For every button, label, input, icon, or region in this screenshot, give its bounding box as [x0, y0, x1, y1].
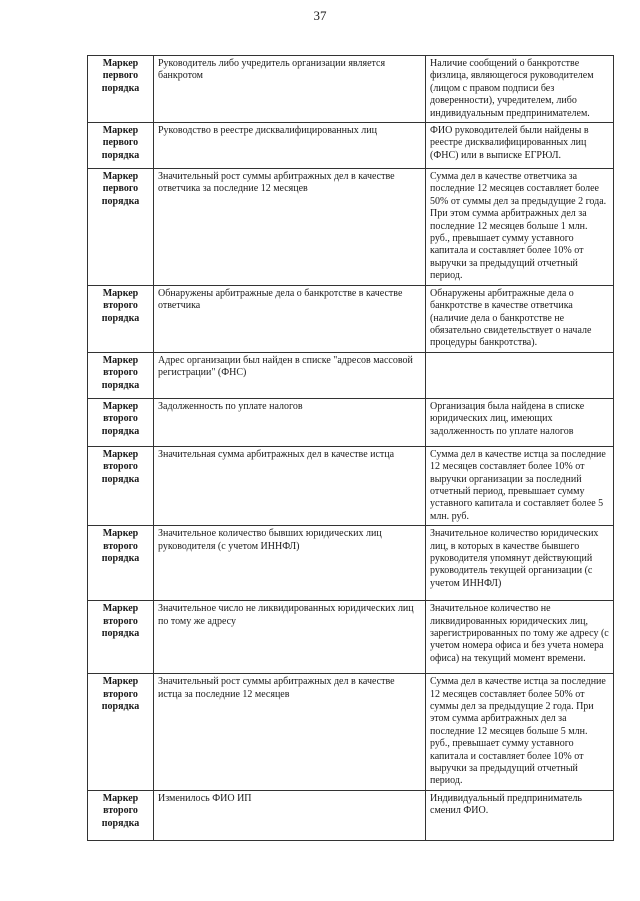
marker-category-line: порядка: [101, 817, 140, 829]
marker-description-cell: Организация была найдена в списке юридических лиц, имеющих задолженность по уплате налогов: [426, 398, 614, 446]
table-row: [88, 123, 614, 169]
marker-category-line: Маркер: [102, 400, 139, 412]
table-row: [88, 352, 614, 398]
marker-category-line: первого: [102, 137, 139, 149]
marker-category-line: второго: [103, 413, 138, 425]
table-row: [88, 790, 614, 840]
table-row: [88, 285, 614, 352]
table-row: [88, 446, 614, 525]
marker-category-line: порядка: [101, 627, 140, 639]
marker-description-cell: [426, 352, 614, 398]
marker-indicator-cell: Значительный рост суммы арбитражных дел в качестве ответчика за последние 12 месяцев: [154, 169, 426, 286]
table-row: [88, 398, 614, 446]
marker-category-cell: [88, 169, 154, 286]
marker-category-line: порядка: [101, 473, 140, 485]
marker-category-line: порядка: [101, 149, 140, 161]
marker-indicator-cell: Значительное число не ликвидированных юридических лиц по тому же адресу: [154, 601, 426, 674]
marker-category-cell: [88, 526, 154, 601]
marker-category-line: Маркер: [102, 287, 139, 299]
marker-description-cell: Сумма дел в качестве ответчика за последние 12 месяцев составляет более 50% от суммы дел за предыдущие 2 года. При этом сумма арбитражных дел за последние 12 месяцев больше 1 млн. руб., превышает сумму уставного капитала и составляет более 10% от выручки за предыдущий отчетный период.: [426, 169, 614, 286]
marker-category-cell: [88, 285, 154, 352]
marker-category-line: Маркер: [102, 125, 139, 137]
marker-category-line: Маркер: [102, 528, 139, 540]
marker-category-line: первого: [102, 183, 139, 195]
marker-category-cell: [88, 601, 154, 674]
marker-category-cell: [88, 674, 154, 791]
marker-indicator-cell: Руководитель либо учредитель организации является банкротом: [154, 56, 426, 123]
marker-indicator-cell: Значительная сумма арбитражных дел в качестве истца: [154, 446, 426, 525]
page-number: 37: [313, 8, 327, 23]
risk-markers-table: [87, 55, 614, 841]
marker-category-line: второго: [103, 540, 138, 552]
marker-category-line: второго: [103, 367, 138, 379]
marker-category-line: порядка: [101, 195, 140, 207]
marker-description-cell: Сумма дел в качестве истца за последние 12 месяцев составляет более 10% от выручки организации за последний отчетный период, превышает сумму уставного капитала и составляет более 5 млн. руб.: [426, 446, 614, 525]
marker-category-line: порядка: [101, 82, 140, 94]
marker-category-line: Маркер: [102, 792, 139, 804]
table-row: [88, 674, 614, 791]
marker-category-line: второго: [103, 805, 138, 817]
marker-category-line: второго: [103, 461, 138, 473]
marker-category-cell: [88, 56, 154, 123]
marker-category-line: Маркер: [102, 603, 139, 615]
marker-indicator-cell: Задолженность по уплате налогов: [154, 398, 426, 446]
marker-category-line: порядка: [101, 425, 140, 437]
table-row: [88, 526, 614, 601]
table-row: [88, 56, 614, 123]
marker-category-line: Маркер: [102, 676, 139, 688]
marker-category-line: порядка: [101, 312, 140, 324]
marker-description-cell: Индивидуальный предприниматель сменил ФИО.: [426, 790, 614, 840]
marker-category-line: порядка: [101, 700, 140, 712]
table-row: [88, 601, 614, 674]
table-row: [88, 169, 614, 286]
marker-description-cell: Обнаружены арбитражные дела о банкротстве в качестве ответчика (наличие дела о банкротстве не обязательно свидетельствует о начале процедуры банкротства).: [426, 285, 614, 352]
marker-category-cell: [88, 123, 154, 169]
marker-category-line: порядка: [101, 379, 140, 391]
marker-category-line: Маркер: [102, 171, 139, 183]
table-body: [88, 56, 614, 841]
marker-indicator-cell: Адрес организации был найден в списке "адресов массовой регистрации" (ФНС): [154, 352, 426, 398]
marker-category-line: первого: [102, 70, 139, 82]
marker-description-cell: Наличие сообщений о банкротстве физлица, являющегося руководителем (лицом с правом подписи без доверенности), учредителем, либо индивидуальным предпринимателем.: [426, 56, 614, 123]
marker-indicator-cell: Руководство в реестре дисквалифицированных лиц: [154, 123, 426, 169]
marker-category-line: второго: [103, 300, 138, 312]
marker-category-line: второго: [103, 688, 138, 700]
marker-category-line: Маркер: [102, 448, 139, 460]
marker-category-cell: [88, 352, 154, 398]
marker-indicator-cell: Значительный рост суммы арбитражных дел в качестве истца за последние 12 месяцев: [154, 674, 426, 791]
marker-category-line: Маркер: [102, 58, 139, 69]
marker-category-line: порядка: [101, 552, 140, 564]
marker-description-cell: Значительное количество юридических лиц, в которых в качестве бывшего руководителя упомянут действующий руководитель текущей организации (с учетом ИННФЛ): [426, 526, 614, 601]
marker-category-line: Маркер: [102, 354, 139, 366]
marker-category-cell: [88, 398, 154, 446]
marker-indicator-cell: Изменилось ФИО ИП: [154, 790, 426, 840]
marker-description-cell: Значительное количество не ликвидированных юридических лиц, зарегистрированных по тому же адресу (с учетом номера офиса и без учета номера офиса) на текущий момент времени.: [426, 601, 614, 674]
marker-category-line: второго: [103, 615, 138, 627]
marker-description-cell: Сумма дел в качестве истца за последние 12 месяцев составляет более 50% от суммы дел за предыдущие 2 года. При этом сумма арбитражных дел за последние 12 месяцев больше 5 млн. руб., превышает сумму уставного капитала и составляет более 10% от выручки за предыдущий отчетный период.: [426, 674, 614, 791]
marker-description-cell: ФИО руководителей были найдены в реестре дисквалифицированных лиц (ФНС) или в выписке ЕГРЮЛ.: [426, 123, 614, 169]
marker-indicator-cell: Обнаружены арбитражные дела о банкротстве в качестве ответчика: [154, 285, 426, 352]
marker-category-cell: [88, 790, 154, 840]
marker-category-cell: [88, 446, 154, 525]
marker-indicator-cell: Значительное количество бывших юридических лиц руководителя (с учетом ИННФЛ): [154, 526, 426, 601]
